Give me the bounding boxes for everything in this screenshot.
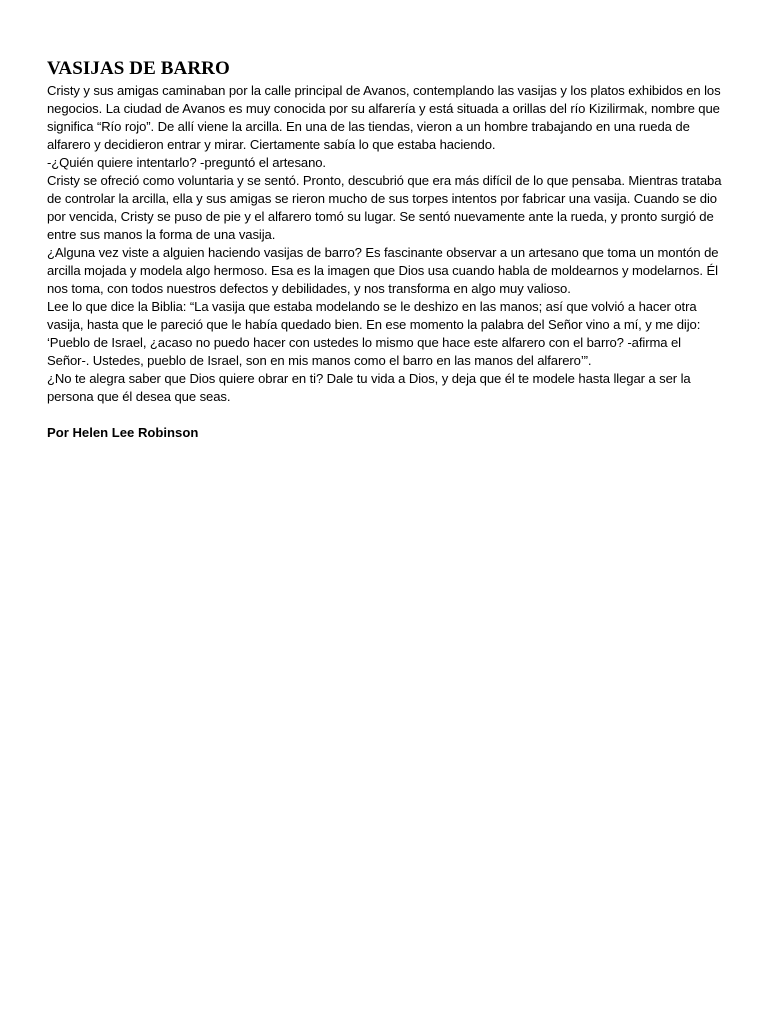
document-page <box>47 58 723 442</box>
author-byline: Por Helen Lee Robinson <box>47 425 199 440</box>
document-title: VASIJAS DE BARRO <box>47 58 230 79</box>
spacer <box>47 406 723 424</box>
paragraph: -¿Quién quiere intentarlo? -preguntó el artesano. <box>47 155 326 170</box>
paragraph: Lee lo que dice la Biblia: “La vasija que estaba modelando se le deshizo en las manos; así que volvió a hacer otra vasija, hasta que le pareció que le había quedado bien. En ese momento la palabra del Señor vino a mí, y me dijo: ‘Pueblo de Israel, ¿acaso no puedo hacer con ustedes lo mismo que hace este alfarero con el barro? -afirma el Señor-. Ustedes, pueblo de Israel, son en mis manos como el barro en las manos del alfarero’”. <box>47 299 701 368</box>
paragraph: ¿No te alegra saber que Dios quiere obrar en ti? Dale tu vida a Dios, y deja que él te modele hasta llegar a ser la persona que él desea que seas. <box>47 371 691 404</box>
paragraph: ¿Alguna vez viste a alguien haciendo vasijas de barro? Es fascinante observar a un artesano que toma un montón de arcilla mojada y modela algo hermoso. Esa es la imagen que Dios usa cuando habla de moldearnos y modelarnos. Él nos toma, con todos nuestros defectos y debilidades, y nos transforma en algo muy valioso. <box>47 245 719 296</box>
paragraph: Cristy se ofreció como voluntaria y se sentó. Pronto, descubrió que era más difícil de lo que pensaba. Mientras trataba de controlar la arcilla, ella y sus amigas se rieron mucho de sus torpes intentos por fabricar una vasija. Cuando se dio por vencida, Cristy se puso de pie y el alfarero tomó su lugar. Se sentó nuevamente ante la rueda, y pronto surgió de entre sus manos la forma de una vasija. <box>47 173 722 242</box>
paragraph: Cristy y sus amigas caminaban por la calle principal de Avanos, contemplando las vasijas y los platos exhibidos en los negocios. La ciudad de Avanos es muy conocida por su alfarería y está situada a orillas del río Kizilirmak, nombre que significa “Río rojo”. De allí viene la arcilla. En una de las tiendas, vieron a un hombre trabajando en una rueda de alfarero y decidieron entrar y mirar. Ciertamente sabía lo que estaba haciendo. <box>47 83 721 152</box>
